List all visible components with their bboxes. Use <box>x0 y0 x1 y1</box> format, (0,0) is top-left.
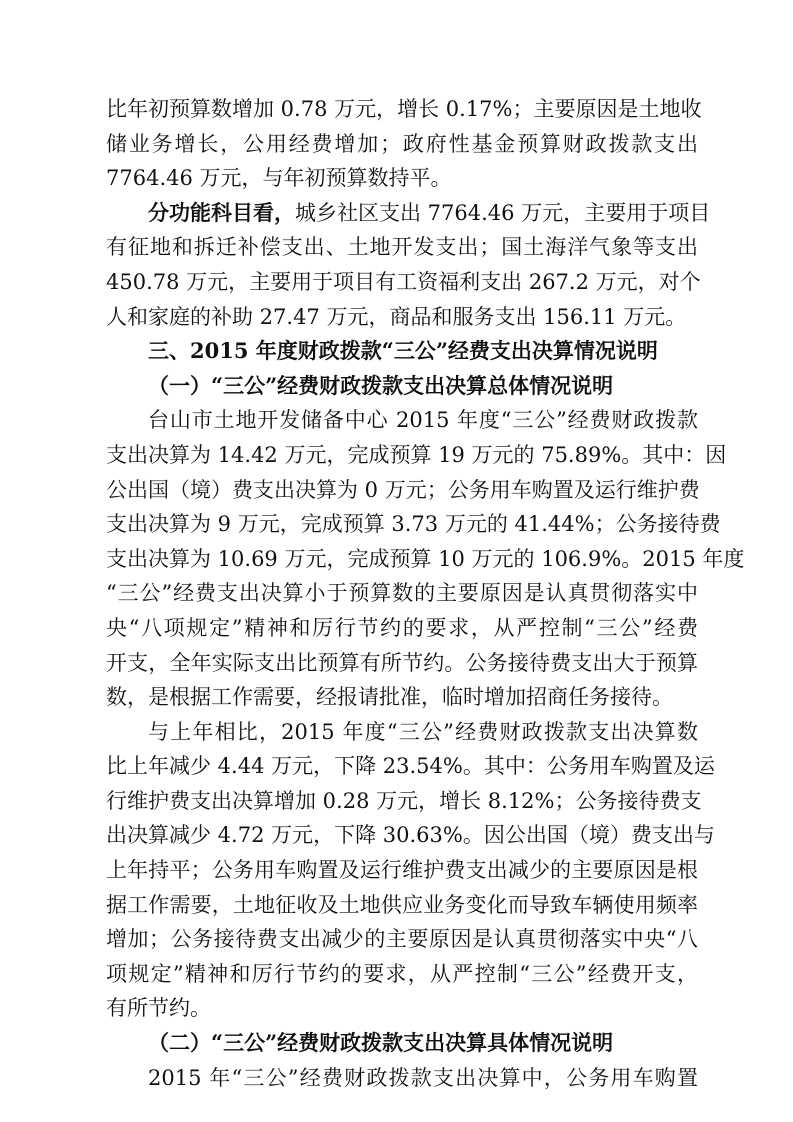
paragraph-line: 台山市土地开发储备中心 2015 年度“三公”经费财政拨款 <box>148 408 698 433</box>
paragraph-line: 项规定”精神和厉行节约的要求，从严控制“三公”经费开支， <box>106 961 698 986</box>
paragraph-line: 支出决算为 10.69 万元，完成预算 10 万元的 106.9%。2015 年度 <box>106 546 745 571</box>
paragraph-line: 央“八项规定”精神和厉行节约的要求，从严控制“三公”经费 <box>106 615 698 640</box>
paragraph-line: 7764.46 万元，与年初预算数持平。 <box>106 166 452 191</box>
paragraph-line: 出决算减少 4.72 万元，下降 30.63%。因公出国（境）费支出与 <box>106 823 715 848</box>
paragraph-line: 上年持平；公务用车购置及运行维护费支出减少的主要原因是根 <box>106 858 698 883</box>
section-heading: 三、2015 年度财政拨款“三公”经费支出决算情况说明 <box>148 338 658 364</box>
paragraph-line: 有征地和拆迁补偿支出、土地开发支出；国土海洋气象等支出 <box>106 235 698 260</box>
paragraph-line: 行维护费支出决算增加 0.28 万元，增长 8.12%；公务接待费支 <box>106 788 702 813</box>
document-body <box>106 92 745 1095</box>
paragraph-line: 2015 年“三公”经费财政拨款支出决算中，公务用车购置 <box>148 1065 698 1090</box>
paragraph-line: 开支，全年实际支出比预算有所节约。公务接待费支出大于预算 <box>106 650 698 675</box>
paragraph-line <box>106 196 711 231</box>
paragraph-line: 支出决算为 14.42 万元，完成预算 19 万元的 75.89%。其中：因 <box>106 442 727 467</box>
subsection-heading: （一）“三公”经费财政拨款支出决算总体情况说明 <box>148 372 614 398</box>
paragraph-line: 450.78 万元，主要用于项目有工资福利支出 267.2 万元，对个 <box>106 269 701 294</box>
paragraph-line: 增加；公务接待费支出减少的主要原因是认真贯彻落实中央“八 <box>106 927 698 952</box>
paragraph-line: 人和家庭的补助 27.47 万元，商品和服务支出 156.11 万元。 <box>106 304 687 329</box>
lead-bold-text: 分功能科目看， <box>148 199 295 225</box>
paragraph-line: 有所节约。 <box>106 996 211 1021</box>
paragraph-line: 据工作需要，土地征收及土地供应业务变化而导致车辆使用频率 <box>106 892 698 917</box>
subsection-heading: （二）“三公”经费财政拨款支出决算具体情况说明 <box>148 1030 614 1056</box>
paragraph-line: 储业务增长，公用经费增加；政府性基金预算财政拨款支出 <box>106 131 698 156</box>
paragraph-line: “三公”经费支出决算小于预算数的主要原因是认真贯彻落实中 <box>106 581 698 606</box>
paragraph-line: 比上年减少 4.44 万元，下降 23.54%。其中：公务用车购置及运 <box>106 754 715 779</box>
paragraph-line: 公出国（境）费支出决算为 0 万元；公务用车购置及运行维护费 <box>106 477 700 502</box>
paragraph-line: 数，是根据工作需要，经报请批准，临时增加招商任务接待。 <box>106 685 673 710</box>
paragraph-line: 与上年相比，2015 年度“三公”经费财政拨款支出决算数 <box>148 719 698 744</box>
paragraph-line: 支出决算为 9 万元，完成预算 3.73 万元的 41.44%；公务接待费 <box>106 512 721 537</box>
paragraph-text: 城乡社区支出 7764.46 万元，主要用于项目 <box>295 200 711 225</box>
paragraph-line: 比年初预算数增加 0.78 万元，增长 0.17%；主要原因是土地收 <box>106 97 702 121</box>
